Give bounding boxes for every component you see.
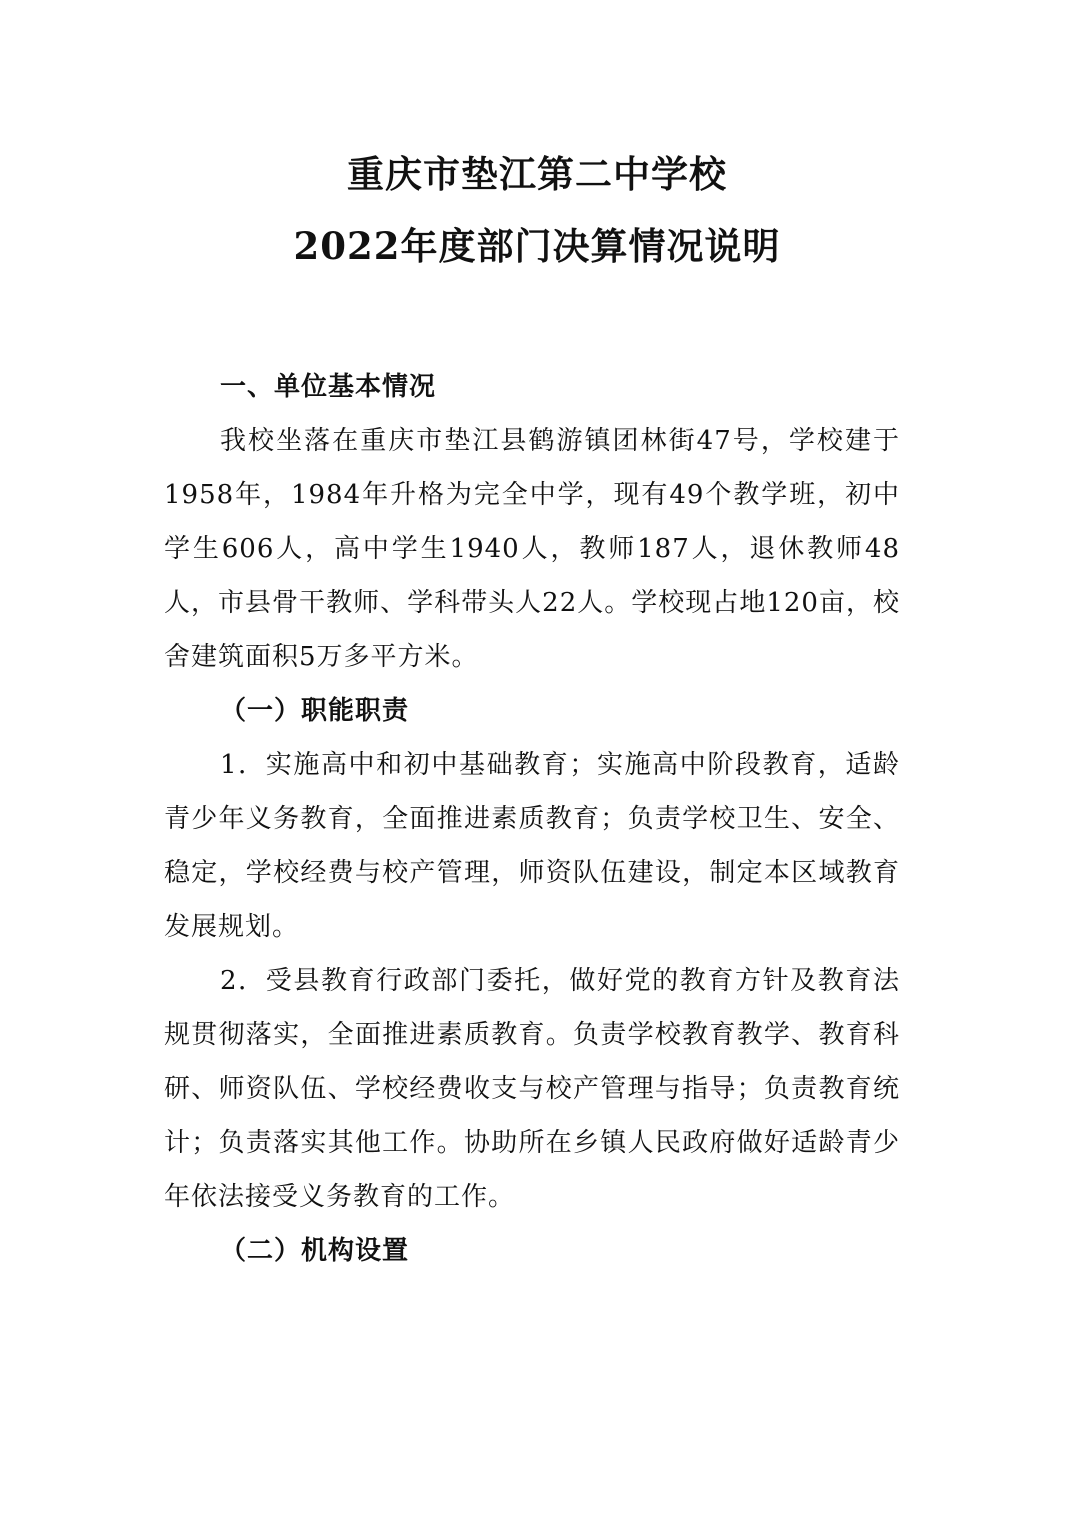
document-title-line1: 重庆市垫江第二中学校 (347, 152, 727, 196)
section-heading-basic-info: 一、单位基本情况 (220, 372, 437, 402)
subsection-heading-organization: （二）机构设置 (220, 1236, 410, 1266)
document-title-line2: 2022年度部门决算情况说明 (293, 224, 781, 268)
subsection-heading-duties: （一）职能职责 (220, 696, 410, 726)
duty-paragraph-2: 2．受县教育行政部门委托，做好党的教育方针及教育法规贯彻落实，全面推进素质教育。负责学校教育教学、教育科研、师资队伍、学校经费收支与校产管理与指导；负责教育统计；负责落实其他工作。协助所在乡镇人民政府做好适龄青少年依法接受义务教育的工作。 (164, 966, 900, 1212)
duty-paragraph-1: 1．实施高中和初中基础教育；实施高中阶段教育，适龄青少年义务教育，全面推进素质教育；负责学校卫生、安全、稳定，学校经费与校产管理，师资队伍建设，制定本区域教育发展规划。 (164, 750, 900, 942)
document-body (164, 360, 900, 1278)
basic-info-paragraph: 我校坐落在重庆市垫江县鹤游镇团林街47号，学校建于1958年，1984年升格为完全中学，现有49个教学班，初中学生606人，高中学生1940人，教师187人，退休教师48人，市县骨干教师、学科带头人22人。学校现占地120亩，校舍建筑面积5万多平方米。 (164, 426, 900, 672)
